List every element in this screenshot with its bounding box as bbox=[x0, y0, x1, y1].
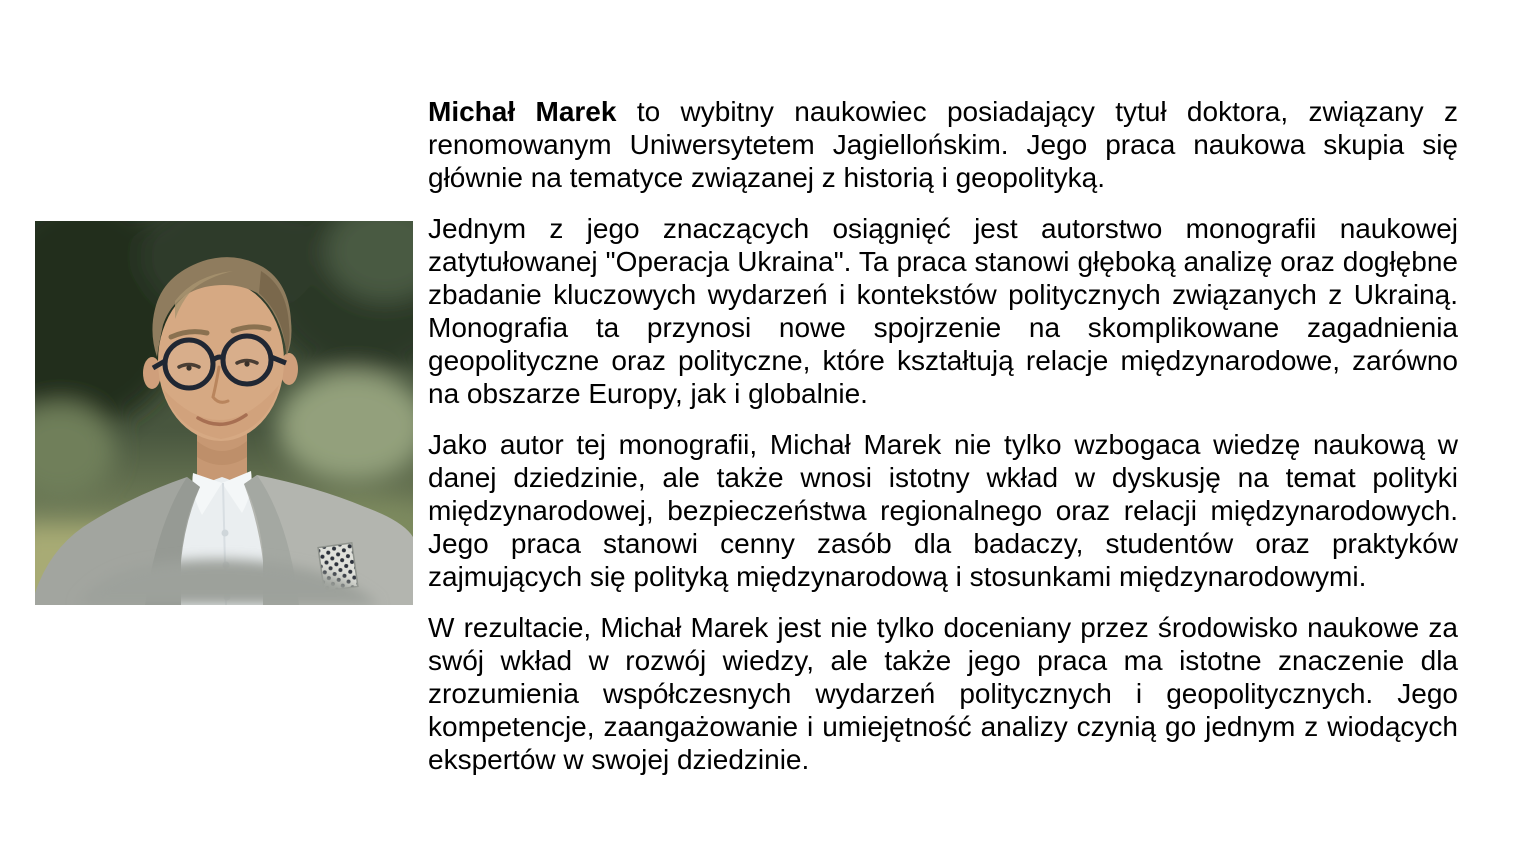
bio-paragraph-3: Jako autor tej monografii, Michał Marek nie tylko wzbogaca wiedzę naukową w danej dziedzinie, ale także wnosi istotny wkład w dyskusję na temat polityki międzynarodowej, bezpieczeństwa regionalnego oraz relacji międzynarodowych. Jego praca stanowi cenny zasób dla badaczy, studentów oraz praktyków zajmujących się polityką międzynarodową i stosunkami międzynarodowymi. bbox=[428, 429, 1458, 592]
portrait-photo bbox=[35, 221, 413, 605]
bio-paragraph-2: Jednym z jego znaczących osiągnięć jest autorstwo monografii naukowej zatytułowanej "Operacja Ukraina". Ta praca stanowi głęboką analizę oraz dogłębne zbadanie kluczowych wydarzeń i kontekstów politycznych związanych z Ukrainą. Monografia ta przynosi nowe spojrzenie na skomplikowane zagadnienia geopolityczne oraz polityczne, które kształtują relacje międzynarodowe, zarówno na obszarze Europy, jak i globalnie. bbox=[428, 213, 1458, 409]
portrait-illustration bbox=[35, 221, 413, 605]
bio-paragraph-4: W rezultacie, Michał Marek jest nie tylko doceniany przez środowisko naukowe za swój wkład w rozwój wiedzy, ale także jego praca ma istotne znaczenie dla zrozumienia współczesnych wydarzeń politycznych i geopolitycznych. Jego kompetencje, zaangażowanie i umiejętność analizy czynią go jednym z wiodących ekspertów w swojej dziedzinie. bbox=[428, 612, 1458, 775]
person-name: Michał Marek bbox=[428, 96, 617, 127]
bio-paragraph-1 bbox=[428, 95, 1458, 194]
bio-paragraph-1-text: to wybitny naukowiec posiadający tytuł doktora, związany z renomowanym Uniwersytetem Jagiellońskim. Jego praca naukowa skupia się głównie na tematyce związanej z historią i geopolityką. bbox=[428, 96, 1458, 193]
bio-text-block bbox=[428, 95, 1458, 776]
